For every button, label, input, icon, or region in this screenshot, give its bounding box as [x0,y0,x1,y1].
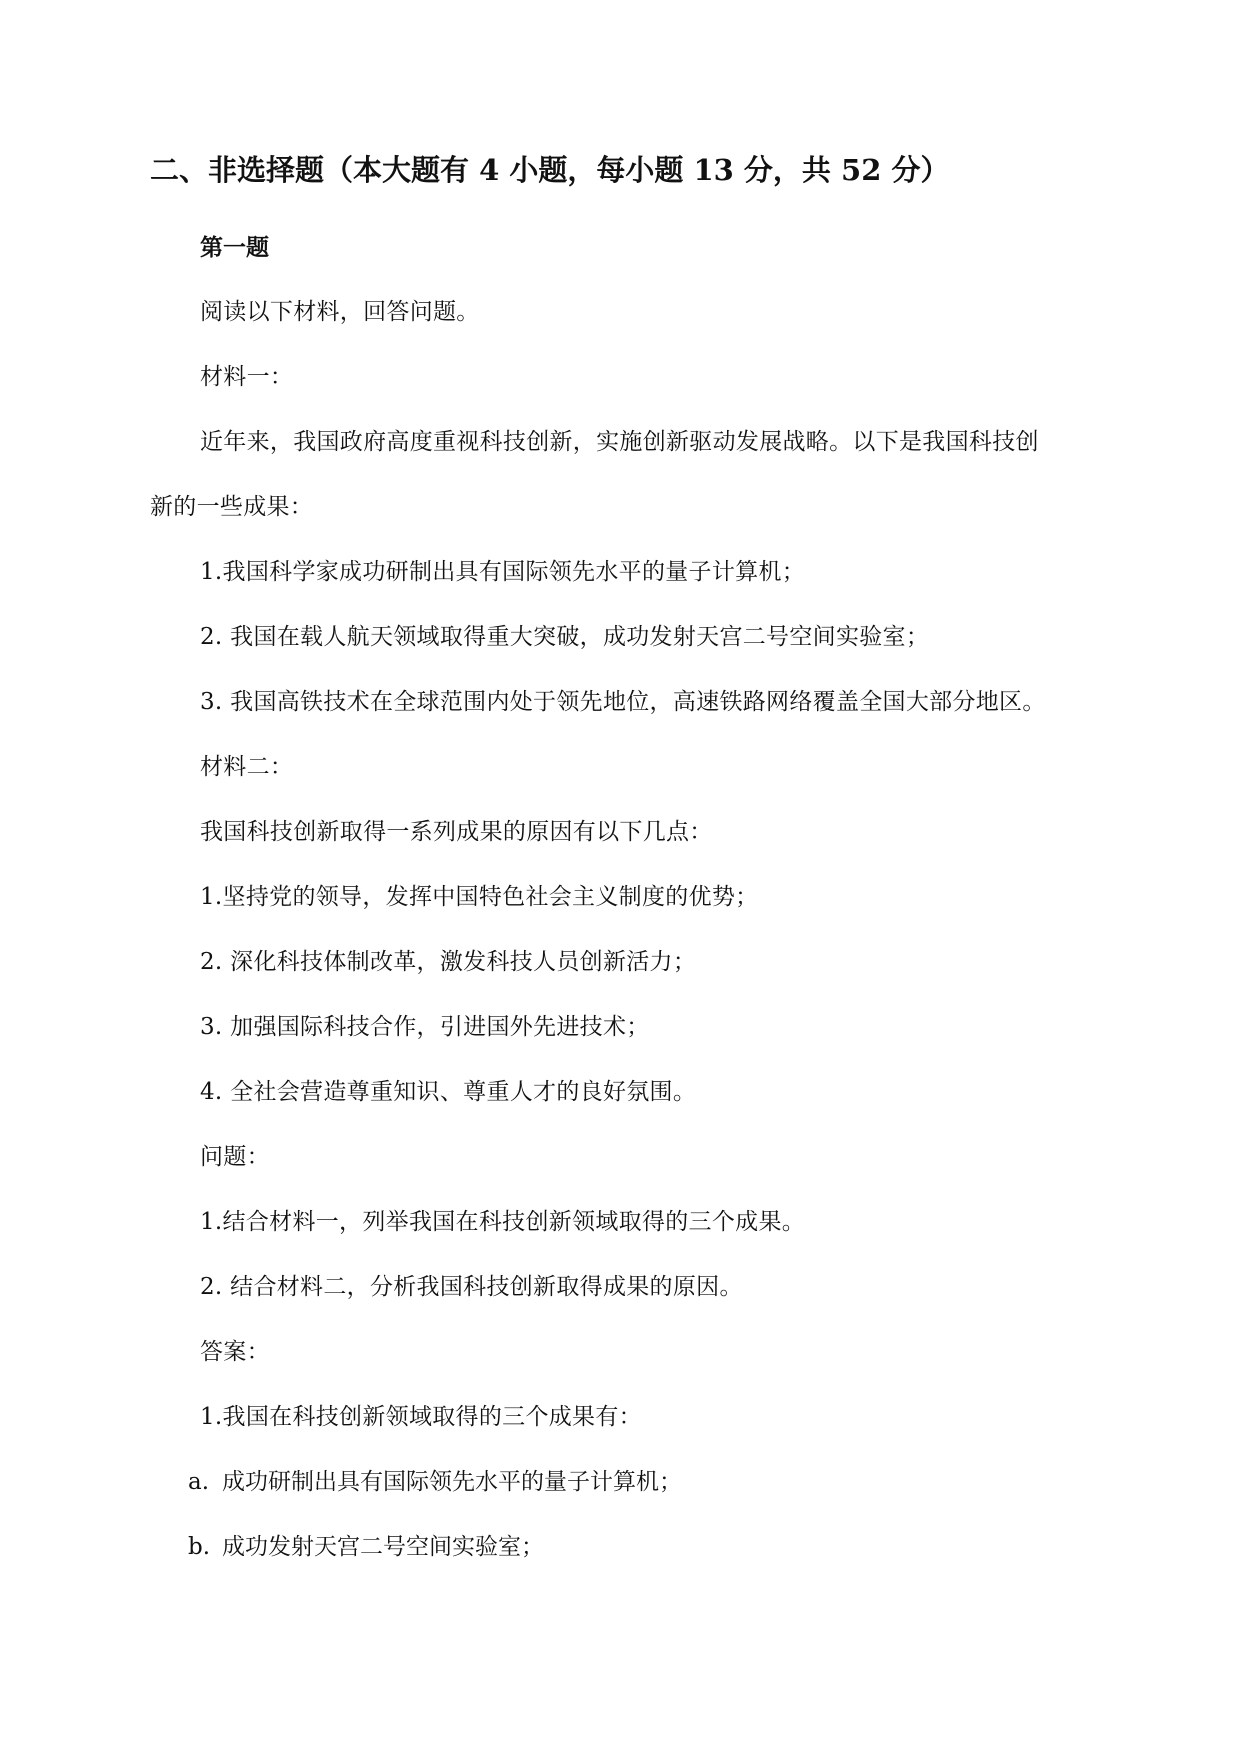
subitem-marker: b. [188,1534,211,1560]
material-two-item: 3. 加强国际科技合作，引进国外先进技术； [200,1014,650,1040]
material-two-item: 4. 全社会营造尊重知识、尊重人才的良好氛围。 [200,1079,697,1105]
question-item: 1.结合材料一，列举我国在科技创新领域取得的三个成果。 [200,1209,806,1235]
material-one-item: 2. 我国在载人航天领域取得重大突破，成功发射天宫二号空间实验室； [200,624,930,650]
answer-subitem [150,1462,1111,1502]
material-one-intro [150,422,1111,527]
material-one-label: 材料一： [200,364,294,390]
subitem-text: 成功研制出具有国际领先水平的量子计算机； [222,1469,682,1495]
material-two-intro: 我国科技创新取得一系列成果的原因有以下几点： [200,819,713,845]
section-heading: 二、非选择题（本大题有 4 小题，每小题 13 分，共 52 分） [150,153,950,187]
material-one-item: 1.我国科学家成功研制出具有国际领先水平的量子计算机； [200,559,806,585]
material-one-intro-line2: 新的一些成果： [150,494,314,520]
answer-label: 答案： [200,1339,270,1365]
answer-item: 1.我国在科技创新领域取得的三个成果有： [200,1404,642,1430]
material-one-intro-line1: 近年来，我国政府高度重视科技创新，实施创新驱动发展战略。以下是我国科技创 [200,429,1039,455]
subitem-marker: a. [188,1469,210,1495]
subitem-text: 成功发射天宫二号空间实验室； [222,1534,544,1560]
question-item: 2. 结合材料二，分析我国科技创新取得成果的原因。 [200,1274,743,1300]
instruction-text: 阅读以下材料，回答问题。 [200,299,480,325]
material-two-item: 2. 深化科技体制改革，激发科技人员创新活力； [200,949,697,975]
material-two-label: 材料二： [200,754,294,780]
questions-label: 问题： [200,1144,270,1170]
question-title: 第一题 [200,234,269,261]
material-two-item: 1.坚持党的领导，发挥中国特色社会主义制度的优势； [200,884,759,910]
answer-subitem [150,1527,1111,1567]
material-one-item: 3. 我国高铁技术在全球范围内处于领先地位，高速铁路网络覆盖全国大部分地区。 [200,689,1046,715]
